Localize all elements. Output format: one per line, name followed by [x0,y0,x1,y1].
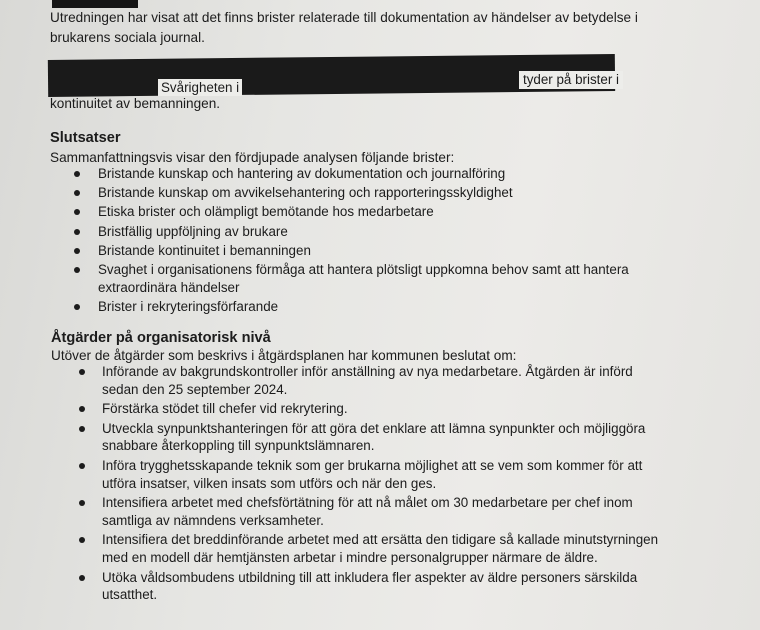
list-item-text: Utöka våldsombudens utbildning till att inkludera fler aspekter av äldre personers särskilda [102,569,638,585]
bullet-icon [79,463,85,469]
bullet-icon [74,190,80,196]
list-item-text-cont: snabbare återkoppling till synpunktslämnaren. [102,438,375,454]
list-item-text: Bristande kunskap om avvikelsehantering och rapporteringsskyldighet [98,185,513,201]
list-item-text-cont: utföra insatser, vilken insats som utförs och när den ges. [102,475,437,491]
list-item [79,400,658,418]
redaction-block-top [52,0,138,8]
list-item-text: Brister i rekryteringsförfarande [98,298,279,314]
list-item-text-cont: utsatthet. [102,587,158,603]
list-item [79,569,658,604]
list-item-text: Bristfällig uppföljning av brukare [98,223,288,239]
list-item-text: Förstärka stödet till chefer vid rekrytering. [102,401,348,417]
bullet-icon [79,575,85,581]
list-item-text-cont: extraordinära händelser [98,279,240,295]
bullet-icon [79,426,85,432]
slutsatser-list [74,165,629,317]
bullet-icon [79,537,85,543]
list-item [79,363,658,398]
intro-line-1: Utredningen har visat att det finns brister relaterade till dokumentation av händelser av betydelse i [50,10,638,25]
list-item-text: Utveckla synpunktshanteringen för att göra det enklare att lämna synpunkter och möjliggöra [102,420,646,436]
bullet-icon [74,248,80,254]
list-item [74,242,629,260]
redacted-fragment-1: Svårigheten i [158,79,242,96]
list-item-text-cont: samtliga av nämndens verksamheter. [102,512,324,528]
atgarder-lead: Utöver de åtgärder som beskrivs i åtgärdsplanen har kommunen beslutat om: [51,348,517,363]
list-item-text: Etiska brister och olämpligt bemötande hos medarbetare [98,204,434,220]
bullet-icon [74,209,80,215]
list-item [74,223,629,241]
bullet-icon [74,229,80,235]
bullet-icon [79,369,85,375]
bullet-icon [74,171,80,177]
list-item-text: Intensifiera det breddinförande arbetet med att ersätta den tidigare så kallade minutstyrningen [102,532,659,548]
list-item [74,298,629,316]
atgarder-list [79,363,658,604]
list-item [74,165,629,183]
list-item-text: Införa trygghetsskapande teknik som ger brukarna möjlighet att se vem som kommer för att [102,457,643,473]
list-item [74,184,629,202]
list-item [79,420,658,455]
atgarder-heading: Åtgärder på organisatorisk nivå [51,330,271,346]
bullet-icon [79,500,85,506]
list-item-text-cont: sedan den 25 september 2024. [102,381,288,397]
slutsatser-heading: Slutsatser [50,130,121,146]
intro-line-3: kontinuitet av bemanningen. [50,96,221,111]
list-item [79,531,658,566]
list-item-text: Intensifiera arbetet med chefsförtätning för att nå målet om 30 medarbetare per chef inom [102,495,633,511]
intro-line-2: brukarens sociala journal. [50,30,205,45]
list-item [79,494,658,529]
list-item-text: Införande av bakgrundskontroller inför anställning av nya medarbetare. Åtgärden är införd [102,364,633,379]
list-item [74,203,629,221]
slutsatser-lead: Sammanfattningsvis visar den fördjupade analysen följande brister: [50,150,455,165]
list-item-text-cont: med en modell där hemtjänsten arbetar i mindre personalgrupper närmare de äldre. [102,549,598,565]
redacted-fragment-2: tyder på brister i [519,71,623,89]
list-item [79,457,658,492]
list-item-text: Bristande kunskap och hantering av dokumentation och journalföring [98,166,506,181]
bullet-icon [74,267,80,273]
list-item-text: Bristande kontinuitet i bemanningen [98,242,311,258]
list-item [74,261,629,296]
bullet-icon [79,406,85,412]
list-item-text: Svaghet i organisationens förmåga att hantera plötsligt uppkomna behov samt att hantera [98,261,629,277]
bullet-icon [74,304,80,310]
